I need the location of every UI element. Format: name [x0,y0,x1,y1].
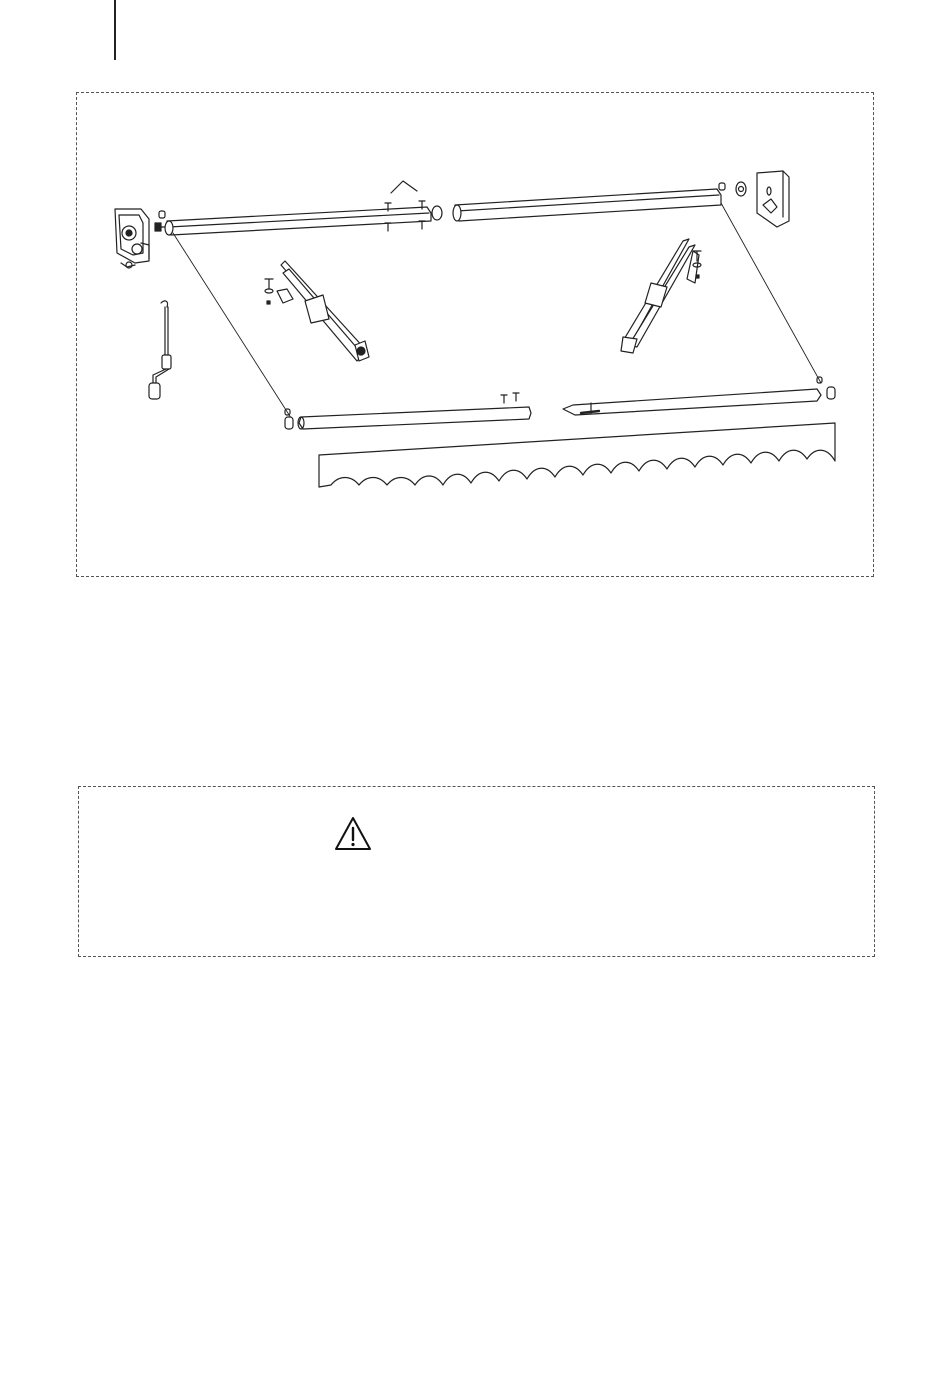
page-margin-rule [114,0,116,60]
left-wall-bracket [115,209,165,268]
right-folding-arm [621,239,701,353]
crank-handle [149,301,171,399]
awning-exploded-assembly [77,93,875,578]
front-bar-left [285,393,531,429]
warning-box [78,786,875,957]
left-folding-arm [265,261,369,361]
warning-triangle-icon [333,815,373,853]
front-bar-right [563,377,835,415]
assembly-diagram [76,92,874,577]
awning-fabric-outline [173,203,821,421]
valance [319,423,835,487]
rear-roller-tube-right [453,183,725,221]
right-wall-bracket [736,171,789,227]
rear-roller-tube-left [155,181,442,235]
